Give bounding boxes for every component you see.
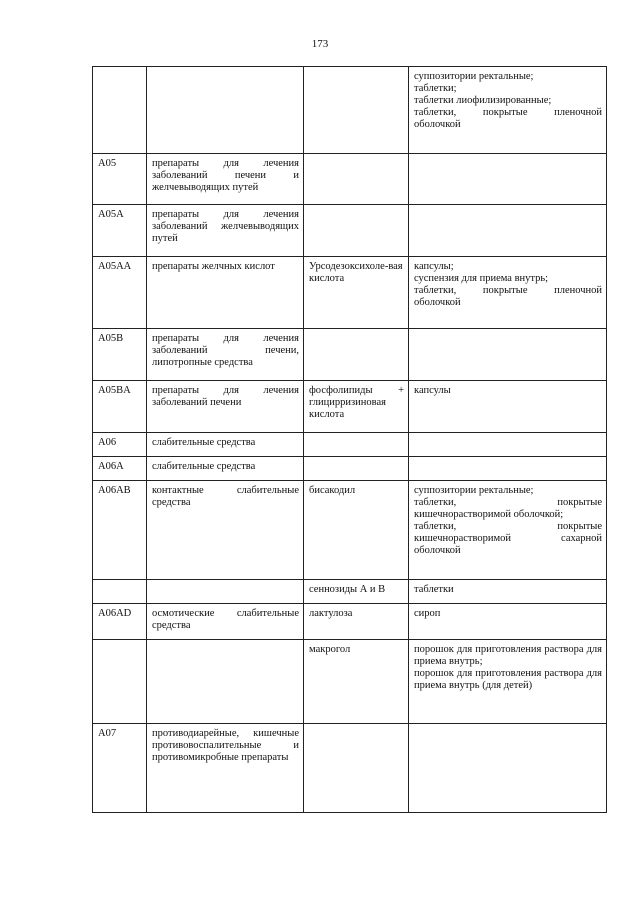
form-line: таблетки, покрытые пленочной оболочкой (414, 285, 602, 308)
code-cell (93, 580, 147, 604)
form-line: таблетки, покрытые пленочной оболочкой (414, 107, 602, 130)
group-cell: препараты для лечения заболеваний желчевыводящих путей (147, 205, 304, 257)
forms-cell (409, 257, 607, 329)
table-row (93, 580, 607, 604)
forms-cell (409, 724, 607, 813)
forms-cell (409, 433, 607, 457)
forms-cell (409, 67, 607, 154)
form-line: порошок для приготовления раствора для приема внутрь; (414, 644, 602, 667)
code-cell: A06AB (93, 481, 147, 580)
table-row (93, 640, 607, 724)
form-line: порошок для приготовления раствора для приема внутрь (для детей) (414, 668, 602, 691)
form-line: суппозитории ректальные; (414, 71, 534, 82)
substance-cell (304, 329, 409, 381)
substance-cell: лактулоза (304, 604, 409, 640)
form-line: таблетки; (414, 83, 457, 94)
form-line: суппозитории ректальные; (414, 485, 534, 496)
substance-cell (304, 67, 409, 154)
form-line: таблетки, покрытые кишечнорастворимой оболочкой; (414, 497, 602, 520)
group-cell: контактные слабительные средства (147, 481, 304, 580)
form-line: таблетки лиофилизированные; (414, 95, 552, 106)
table-row (93, 381, 607, 433)
code-cell: A05AA (93, 257, 147, 329)
substance-cell (304, 154, 409, 205)
table-row (93, 433, 607, 457)
forms-cell (409, 481, 607, 580)
forms-cell (409, 457, 607, 481)
forms-cell (409, 604, 607, 640)
code-cell: A05 (93, 154, 147, 205)
code-cell (93, 67, 147, 154)
table-body (93, 67, 607, 813)
forms-cell (409, 381, 607, 433)
group-cell (147, 580, 304, 604)
form-line: капсулы (414, 385, 451, 396)
substance-cell: сеннозиды А и В (304, 580, 409, 604)
code-cell: A06AD (93, 604, 147, 640)
group-cell: противодиарейные, кишечные противовоспалительные и противомикробные препараты (147, 724, 304, 813)
code-cell: A05A (93, 205, 147, 257)
group-cell: слабительные средства (147, 457, 304, 481)
table-row (93, 604, 607, 640)
code-cell: A05BA (93, 381, 147, 433)
substance-cell (304, 205, 409, 257)
code-cell (93, 640, 147, 724)
group-cell (147, 67, 304, 154)
forms-cell (409, 640, 607, 724)
page-number: 173 (311, 38, 329, 50)
form-line: капсулы; (414, 261, 454, 272)
form-line: таблетки, покрытые кишечнорастворимой сахарной оболочкой (414, 521, 602, 556)
table-row (93, 154, 607, 205)
table-row (93, 67, 607, 154)
table-row (93, 457, 607, 481)
substance-cell: бисакодил (304, 481, 409, 580)
code-cell: A06A (93, 457, 147, 481)
group-cell: осмотические слабительные средства (147, 604, 304, 640)
group-cell: препараты для лечения заболеваний печени, липотропные средства (147, 329, 304, 381)
form-line: суспензия для приема внутрь; (414, 273, 549, 284)
table-row (93, 257, 607, 329)
forms-cell (409, 329, 607, 381)
table-row (93, 205, 607, 257)
code-cell: A07 (93, 724, 147, 813)
drug-table (92, 66, 607, 813)
group-cell (147, 640, 304, 724)
substance-cell: макрогол (304, 640, 409, 724)
forms-cell (409, 154, 607, 205)
forms-cell (409, 205, 607, 257)
form-line: сироп (414, 608, 441, 619)
table-row (93, 329, 607, 381)
substance-cell: Урсодезоксихоле-вая кислота (304, 257, 409, 329)
substance-cell (304, 433, 409, 457)
group-cell: препараты желчных кислот (147, 257, 304, 329)
substance-cell (304, 724, 409, 813)
table-row (93, 724, 607, 813)
code-cell: A06 (93, 433, 147, 457)
form-line: таблетки (414, 584, 454, 595)
code-cell: A05B (93, 329, 147, 381)
group-cell: препараты для лечения заболеваний печени и желчевыводящих путей (147, 154, 304, 205)
group-cell: слабительные средства (147, 433, 304, 457)
group-cell: препараты для лечения заболеваний печени (147, 381, 304, 433)
substance-cell (304, 457, 409, 481)
forms-cell (409, 580, 607, 604)
table-row (93, 481, 607, 580)
substance-cell: фосфолипиды + глицирризиновая кислота (304, 381, 409, 433)
